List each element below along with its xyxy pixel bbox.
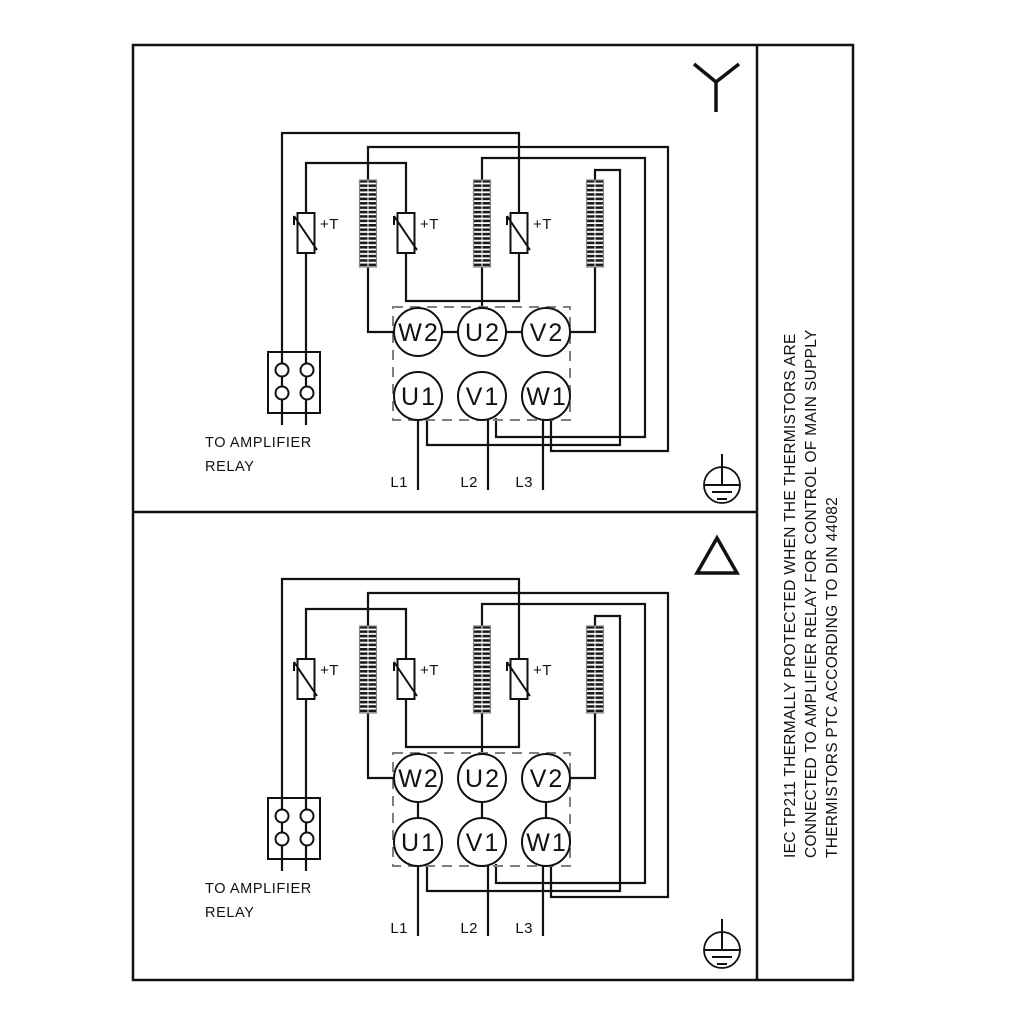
winding-coil [474,626,491,713]
winding-coil [474,180,491,267]
svg-text:W2: W2 [398,765,440,793]
thermistor-icon [507,659,530,699]
relay-caption-line2: RELAY [205,459,255,475]
supply-label-l2: L2 [460,474,478,491]
thermistor-label: +T [533,216,552,233]
thermistor-label: +T [320,216,339,233]
winding-coil [587,626,604,713]
svg-text:U2: U2 [465,765,501,793]
svg-text:U1: U1 [401,383,437,411]
winding-coil [360,626,377,713]
supply-label-l1: L1 [390,920,408,937]
side-note-line2: CONNECTED TO AMPLIFIER RELAY FOR CONTROL OF MAIN SUPPLY [803,329,820,858]
thermistor-icon [294,213,317,253]
delta-bridge-links [418,802,546,818]
svg-text:W1: W1 [526,383,568,411]
svg-text:W2: W2 [398,319,440,347]
ground-icon [704,919,740,968]
terminal-u1 [394,372,442,420]
terminal-v1 [458,372,506,420]
terminal-u2 [458,308,506,356]
svg-text:V2: V2 [529,765,565,793]
side-note-line3: THERMISTORS PTC ACCORDING TO DIN 44082 [824,496,841,858]
ground-icon [704,454,740,503]
svg-text:U2: U2 [465,319,501,347]
svg-text:V1: V1 [465,383,501,411]
terminal-v2 [522,308,570,356]
relay-caption-line2: RELAY [205,905,255,921]
panel-delta [205,538,740,968]
relay-caption-line1: TO AMPLIFIER [205,435,312,451]
thermistor-icon [394,659,417,699]
side-note [782,329,841,858]
star-icon [694,64,739,112]
relay-caption-line1: TO AMPLIFIER [205,881,312,897]
thermistor-label: +T [320,662,339,679]
delta-icon [697,538,737,573]
side-note-line1: IEC TP211 THERMALLY PROTECTED WHEN THE THERMISTORS ARE [782,333,799,858]
panel-star [205,64,740,503]
svg-text:V2: V2 [529,319,565,347]
terminal-w1 [522,818,570,866]
terminal-v2 [522,754,570,802]
terminal-w2 [394,308,442,356]
svg-text:V1: V1 [465,829,501,857]
relay-block [268,798,320,859]
terminal-w2 [394,754,442,802]
relay-block [268,352,320,413]
terminal-w1 [522,372,570,420]
thermistor-label: +T [420,662,439,679]
terminal-v1 [458,818,506,866]
thermistor-icon [294,659,317,699]
supply-label-l2: L2 [460,920,478,937]
supply-label-l1: L1 [390,474,408,491]
svg-text:W1: W1 [526,829,568,857]
thermistor-label: +T [420,216,439,233]
supply-label-l3: L3 [515,474,533,491]
supply-label-l3: L3 [515,920,533,937]
winding-coil [587,180,604,267]
svg-text:U1: U1 [401,829,437,857]
thermistor-icon [507,213,530,253]
winding-coil [360,180,377,267]
terminal-u1 [394,818,442,866]
terminal-u2 [458,754,506,802]
thermistor-icon [394,213,417,253]
thermistor-label: +T [533,662,552,679]
